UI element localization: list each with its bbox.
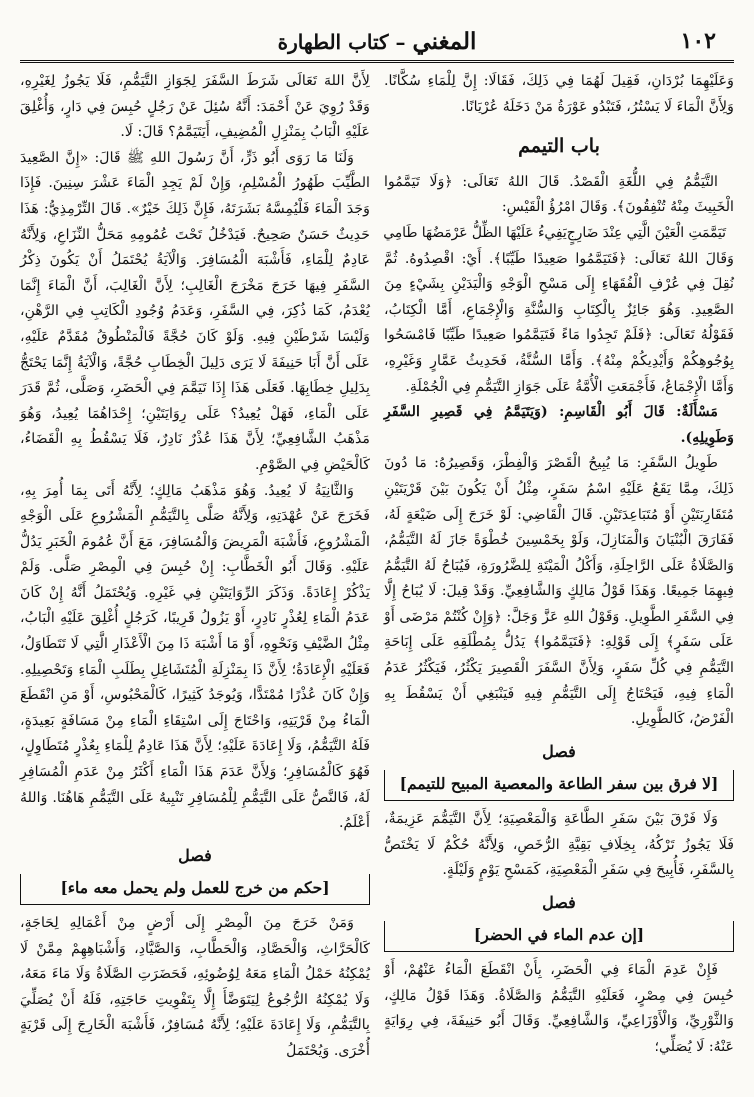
left-column — [20, 69, 370, 1065]
text-columns — [20, 69, 734, 1065]
chapter-heading: باب التيمم — [518, 135, 600, 158]
chapter-name: كتاب الطهارة — [277, 30, 389, 54]
title-separator: – — [388, 30, 406, 54]
paragraph: وَالثَّانِيَةُ لَا يُعِيدُ. وَهُوَ مَذْهَبُ مَالِكٍ؛ لِأَنَّهُ أَتَى بِمَا أُمِرَ بِهِ، فَخَرَجَ عَنْ عُهْدَتِهِ، وَلِأَنَّهُ صَلَّى بِالتَّيَمُّمِ الْمَشْرُوعِ عَلَى الْوَجْهِ الْمَشْرُوعِ، فَأَشْبَهَ الْمَرِيضَ وَالْمُسَافِرَ، مَعَ أَنَّ عُمُومَ الْخَبَرِ يَدُلُّ عَلَيْهِ. وَقَالَ أَبُو الْخَطَّابِ: إِنْ حُبِسَ فِي الْمِصْرِ صَلَّى. وَلَمْ يَذْكُرْ إِعَادَةً. وَذَكَرَ الرِّوَايَتَيْنِ فِي غَيْرِهِ. وَيُحْتَمَلُ أَنَّهُ إِنْ كَانَ عَدَمُ الْمَاءِ لِعُذْرٍ نَادِرٍ، أَوْ يَزُولُ قَرِيبًا، كَرَجُلٍ أُغْلِقَ عَلَيْهِ الْبَابُ، مِثْلُ الضَّيْفِ وَنَحْوِهِ، أَوْ مَا أَشْبَهَ ذَا مِنَ الْأَعْذَارِ الَّتِي لَا تَتَطَاوَلُ، فَعَلَيْهِ الْإِعَادَةُ؛ لِأَنَّ ذَا بِمَنْزِلَةِ الْمُتَشَاغِلِ بِطَلَبِ الْمَاءِ وَتَحْصِيلِهِ. وَإِنْ كَانَ عُذْرًا مُمْتَدًّا، وَيُوجَدُ كَثِيرًا، كَالْمَحْبُوسِ، أَوْ مَنِ انْقَطَعَ الْمَاءُ مِنْ قَرْيَتِهِ، وَاحْتَاجَ إِلَى اسْتِقَاءِ الْمَاءِ مِنْ مَسَافَةٍ بَعِيدَةٍ، فَلَهُ التَّيَمُّمُ، وَلَا إِعَادَةَ عَلَيْهِ؛ لِأَنَّ هَذَا عَادِمٌ لِلْمَاءِ بِعُذْرٍ مُتَطَاوِلٍ، فَهُوَ كَالْمُسَافِرِ؛ وَلِأَنَّ عَدَمَ هَذَا الْمَاءِ أَكْثَرُ مِنْ عَدَمِ الْمُسَافِرِ لَهُ، فَالنَّصُّ عَلَى التَّيَمُّمِ لِلْمُسَافِرِ تَنْبِيهٌ عَلَى التَّيَمُّمِ هَاهُنَا. وَاللهُ أَعْلَمُ. — [20, 482, 370, 832]
poem-hemistich: تَيَمَّمَتِ الْعَيْنَ الَّتِي عِنْدَ ضَارِجٍ — [566, 224, 726, 241]
poem-verse — [384, 221, 734, 247]
section-heading: فصل — [178, 845, 212, 865]
section-heading: فصل — [542, 741, 576, 761]
poem-hemistich: يَفِيءُ عَلَيْهَا الظِّلُّ عَرْمَضُهَا طَامِي — [383, 224, 567, 241]
right-column — [384, 69, 734, 1065]
paragraph: وَلَنَا مَا رَوَى أَبُو ذَرٍّ، أَنَّ رَسُولَ اللهِ ﷺ قَالَ: «إِنَّ الصَّعِيدَ الطَّيِّبَ طَهُورُ الْمُسْلِمِ، وَإِنْ لَمْ يَجِدِ الْمَاءَ عَشْرَ سِنِينَ. فَإِذَا وَجَدَ الْمَاءَ فَلْيُمِسَّهُ بَشَرَتَهُ، فَإِنَّ ذَلِكَ خَيْرٌ». قَالَ التِّرْمِذِيُّ: هَذَا حَدِيثٌ حَسَنٌ صَحِيحٌ. فَيَدْخُلُ تَحْتَ عُمُومِهِ مَحَلُّ النِّزَاعِ، وَلِأَنَّهُ عَادِمٌ لِلْمَاءِ، فَأَشْبَهَ الْمُسَافِرَ. وَالْآيَةُ يُحْتَمَلُ أَنْ يَكُونَ ذِكْرُ السَّفَرِ فِيهَا خَرَجَ مَخْرَجَ الْغَالِبِ؛ لِأَنَّ الْغَالِبَ، أَنَّ الْمَاءَ إِنَّمَا يُعْدَمُ، كَمَا ذُكِرَ، فِي السَّفَرِ، وَعَدَمُ وُجُودِ الْكَاتِبِ فِي الرَّهْنِ، وَلَيْسَا شَرْطَيْنِ فِيهِ. وَلَوْ كَانَ حُجَّةً فَالْمَنْطُوقُ مُقَدَّمٌ عَلَيْهِ، عَلَى أَنَّ أَبَا حَنِيفَةَ لَا يَرَى دَلِيلَ الْخِطَابِ حُجَّةً، وَالْآيَةُ إِنَّمَا يَحْتَجُّ بِدَلِيلِ خِطَابِهَا. فَعَلَى هَذَا إِذَا تَيَمَّمَ فِي الْحَضَرِ، وَصَلَّى، ثُمَّ قَدَرَ عَلَى الْمَاءِ، فَهَلْ يُعِيدُ؟ عَلَى رِوَايَتَيْنِ؛ إِحْدَاهُمَا يُعِيدُ، وَهُوَ مَذْهَبُ الشَّافِعِيِّ؛ لِأَنَّ هَذَا عُذْرٌ نَادِرٌ، فَلَا يَسْقُطُ بِهِ الْقَضَاءُ، كَالْحَيْضِ فِي الصَّوْمِ. — [20, 149, 370, 473]
paragraph: فَإِنْ عَدِمَ الْمَاءَ فِي الْحَضَرِ، بِأَنْ انْقَطَعَ الْمَاءُ عَنْهُمْ، أَوْ حُبِسَ فِي مِصْرٍ، فَعَلَيْهِ التَّيَمُّمُ وَالصَّلَاةُ. وَهَذَا قَوْلُ مَالِكٍ، وَالثَّوْرِيِّ، وَالْأَوْزَاعِيِّ، وَالشَّافِعِيِّ. وَقَالَ أَبُو حَنِيفَةَ، فِي رِوَايَةٍ عَنْهُ: لَا يُصَلِّي؛ — [384, 962, 734, 1055]
paragraph: وَلَا فَرْقَ بَيْنَ سَفَرِ الطَّاعَةِ وَالْمَعْصِيَةِ؛ لِأَنَّ التَّيَمُّمَ عَزِيمَةٌ، فَلَا يَجُوزُ تَرْكُهُ، بِخِلَافِ بَقِيَّةِ الرُّخَصِ، وَلِأَنَّهُ حُكْمٌ لَا يَخْتَصُّ بِالسَّفَرِ، فَأُبِيحَ فِي سَفَرِ الْمَعْصِيَةِ، كَمَسْحِ يَوْمٍ وَلَيْلَةٍ. — [384, 811, 734, 879]
section-title: [حكم من خرج للعمل ولم يحمل معه ماء] — [20, 874, 370, 905]
page-number: ١٠٢ — [680, 28, 716, 54]
paragraph: وَمَنْ خَرَجَ مِنَ الْمِصْرِ إِلَى أَرْضٍ مِنْ أَعْمَالِهِ لِحَاجَةٍ، كَالْحَرَّاثِ، وَالْحَصَّادِ، وَالْحَطَّابِ، وَالصَّيَّادِ، وَأَشْبَاهِهِمْ مِمَّنْ لَا يُمْكِنُهُ حَمْلُ الْمَاءِ مَعَهُ لِوُضُوئِهِ، فَحَضَرَتِ الصَّلَاةُ وَلَا مَاءَ مَعَهُ، وَلَا يُمْكِنُهُ الرُّجُوعُ لِيَتَوَضَّأَ إِلَّا بِتَفْوِيتِ حَاجَتِهِ، فَلَهُ أَنْ يُصَلِّيَ بِالتَّيَمُّمِ، وَلَا إِعَادَةَ عَلَيْهِ؛ لِأَنَّهُ مُسَافِرٌ، فَأَشْبَهَ الْخَارِجَ إِلَى قَرْيَةٍ أُخْرَى. وَيُحْتَمَلُ — [20, 915, 370, 1059]
running-title — [20, 28, 734, 55]
section-title: [إن عدم الماء في الحضر] — [384, 921, 734, 952]
masala-statement: مَسْأَلَةٌ: قَالَ أَبُو الْقَاسِمِ: (وَيَتَيَمَّمُ فِي قَصِيرِ السَّفَرِ وَطَوِيلِهِ). — [384, 404, 734, 446]
paragraph: التَّيَمُّمُ فِي اللُّغَةِ الْقَصْدُ. قَالَ اللهُ تَعَالَى: ﴿وَلَا تَيَمَّمُوا الْخَبِيثَ مِنْهُ تُنْفِقُونَ﴾. وَقَالَ امْرُؤُ الْقَيْسِ: — [384, 173, 734, 216]
section-heading: فصل — [542, 892, 576, 912]
page-header — [20, 26, 734, 63]
paragraph: طَوِيلُ السَّفَرِ: مَا يُبِيحُ الْقَصْرَ وَالْفِطْرَ، وَقَصِيرُهُ: مَا دُونَ ذَلِكَ، مِمَّا يَقَعُ عَلَيْهِ اسْمُ سَفَرٍ، مِثْلُ أَنْ يَكُونَ بَيْنَ قَرْيَتَيْنِ مُتَقَارِبَتَيْنِ أَوْ مُتَبَاعِدَتَيْنِ. قَالَ الْقَاضِي: لَوْ خَرَجَ إِلَى ضَيْعَةٍ لَهُ، فَفَارَقَ الْبُنْيَانَ وَالْمَنَازِلَ، وَلَوْ بِخَمْسِينَ خُطْوَةً جَازَ لَهُ التَّيَمُّمُ، وَالصَّلَاةُ عَلَى الرَّاحِلَةِ، وَأَكْلُ الْمَيْتَةِ لِلضَّرُورَةِ، فَيُبَاحُ لَهُ التَّيَمُّمُ فِيهِمَا جَمِيعًا. وَهَذَا قَوْلُ مَالِكٍ وَالشَّافِعِيِّ. وَقَدْ قِيلَ: لَا يُبَاحُ إِلَّا فِي السَّفَرِ الطَّوِيلِ. وَقَوْلُ اللهِ عَزَّ وَجَلَّ: ﴿وَإِنْ كُنْتُمْ مَرْضَى أَوْ عَلَى سَفَرٍ﴾ إِلَى قَوْلِهِ: ﴿فَتَيَمَّمُوا﴾ يَدُلُّ بِمُطْلَقِهِ عَلَى إِبَاحَةِ التَّيَمُّمِ فِي كُلِّ سَفَرٍ، وَلِأَنَّ السَّفَرَ الْقَصِيرَ يَكْثُرُ، فَيَكْثُرُ عَدَمُ الْمَاءِ فِيهِ، فَيَحْتَاجُ إِلَى التَّيَمُّمِ فِيهِ فَيَنْبَغِي أَنْ يَسْقُطَ بِهِ الْفَرْضُ، كَالطَّوِيلِ. — [384, 455, 734, 728]
section-title: [لا فرق بين سفر الطاعة والمعصية المبيح للتيمم] — [384, 770, 734, 801]
book-name: المغني — [412, 28, 477, 55]
opening-paragraph: وَعَلَيْهِمَا بُرْدَانِ، فَقِيلَ لَهُمَا فِي ذَلِكَ، فَقَالَا: إِنَّ لِلْمَاءِ سُكَّانًا. وَلِأَنَّ الْمَاءَ لَا يَسْتُرُ، فَتَبْدُو عَوْرَةُ مَنْ دَخَلَهُ عُرْيَانًا. — [384, 73, 734, 115]
paragraph: وَقَالَ اللهُ تَعَالَى: ﴿فَتَيَمَّمُوا صَعِيدًا طَيِّبًا﴾. أَيْ: اقْصِدُوهُ. ثُمَّ نُقِلَ فِي عُرْفِ الْفُقَهَاءِ إِلَى مَسْحِ الْوَجْهِ وَالْيَدَيْنِ بِشَيْءٍ مِنَ الصَّعِيدِ. وَهُوَ جَائِزٌ بِالْكِتَابِ وَالسُّنَّةِ وَالْإِجْمَاعِ، أَمَّا الْكِتَابُ، فَقَوْلُهُ تَعَالَى: ﴿فَلَمْ تَجِدُوا مَاءً فَتَيَمَّمُوا صَعِيدًا طَيِّبًا فَامْسَحُوا بِوُجُوهِكُمْ وَأَيْدِيكُمْ مِنْهُ﴾. وَأَمَّا السُّنَّةُ، فَحَدِيثُ عَمَّارٍ وَغَيْرِهِ، وَأَمَّا الْإِجْمَاعُ، فَأَجْمَعَتِ الْأُمَّةُ عَلَى جَوَازِ التَّيَمُّمِ فِي الْجُمْلَةِ. — [384, 250, 734, 395]
paragraph: لِأَنَّ اللهَ تَعَالَى شَرَطَ السَّفَرَ لِجَوَازِ التَّيَمُّمِ، فَلَا يَجُوزُ لِغَيْرِهِ، وَقَدْ رُوِيَ عَنْ أَحْمَدَ: أَنَّهُ سُئِلَ عَنْ رَجُلٍ حُبِسَ فِي دَارٍ، وَأُغْلِقَ عَلَيْهِ الْبَابُ بِمَنْزِلِ الْمُضِيفِ، أَيَتَيَمَّمُ؟ قَالَ: لَا. — [20, 73, 370, 141]
